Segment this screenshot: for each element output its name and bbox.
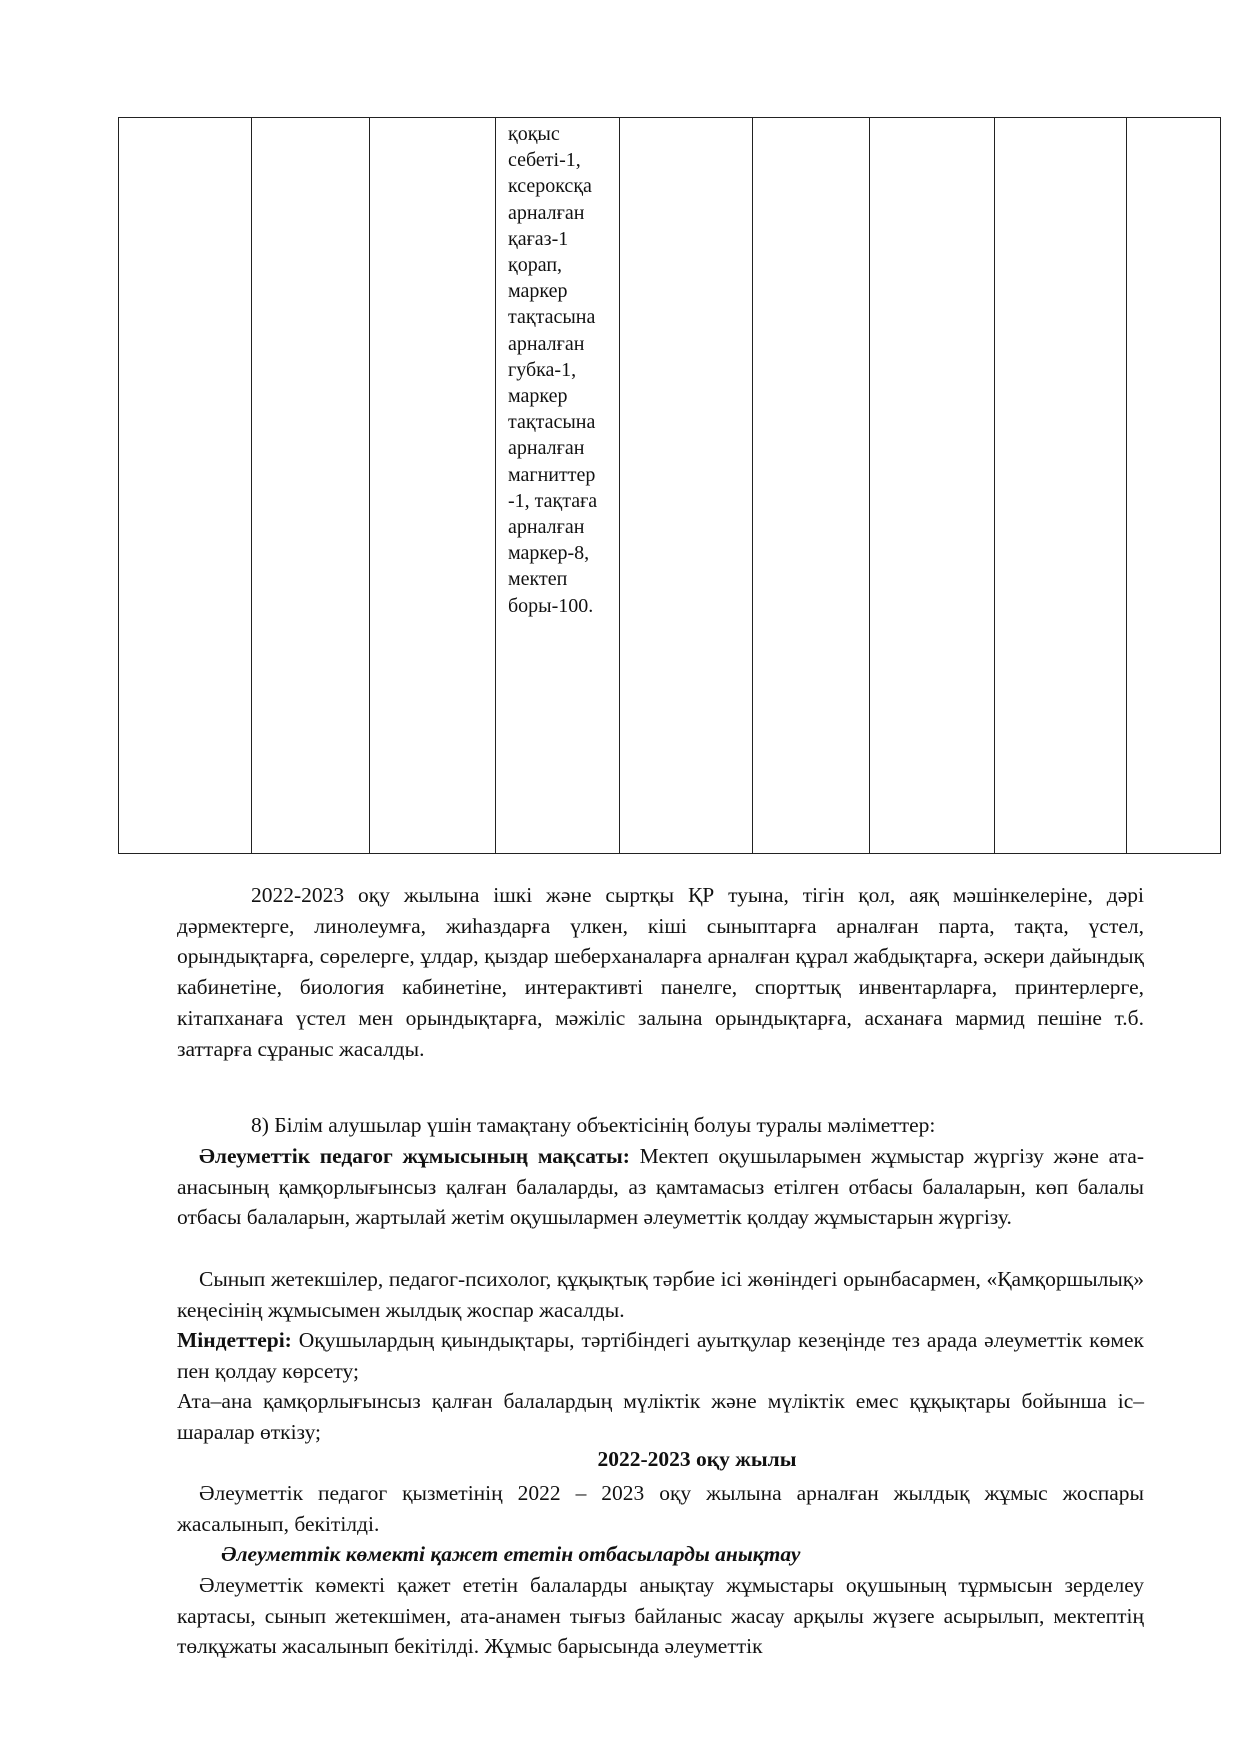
requests-paragraph: 2022-2023 оқу жылына ішкі және сыртқы ҚР туына, тігін қол, аяқ мәшінкелеріне, дәрі дәрмектерге, линолеумға, жиһаздарға үлкен, кіші сыныптарға арналған парта, тақта, үстел, орындықтарға, сөрелерге, ұлдар, қыздар шеберханаларға арналған құрал жабдықтарға, әскери дайындық кабинетіне, биология кабинетіне, интерактивті панелге, спорттық инвентарларға, принтерлерге, кітапханаға үстел мен орындықтарға, мәжіліс залына орындықтарға, асханаға мармид пешіне т.б. заттарға сұраныс жасалды. <box>177 883 1144 1061</box>
goal-text: Мектеп оқушыларымен жұмыстар жүргізу және ата-анасының қамқорлығынсыз қалған балаларды, аз қамтамасыз етілген отбасы балаларын, көп балалы отбасы балаларын, жартылай жетім оқушылармен әлеуметтік қолдау жұмыстарын жүргізу. <box>177 1144 1144 1230</box>
tasks-paragraph <box>177 1325 1144 1386</box>
year-heading: 2022-2023 оқу жылы <box>597 1447 797 1471</box>
table-cell <box>252 118 370 854</box>
families-heading: Әлеуметтік көмекті қажет ететін отбасыларды анықтау <box>221 1542 801 1566</box>
tasks-text: Оқушылардың қиындықтары, тәртібіндегі ауытқулар кезеңінде тез арада әлеуметтік көмек пен қолдау көрсету; <box>177 1328 1144 1383</box>
goal-paragraph <box>177 1141 1144 1233</box>
goal-label: Әлеуметтік педагог жұмысының мақсаты: <box>199 1144 630 1168</box>
table-cell <box>620 118 753 854</box>
table-cell <box>870 118 995 854</box>
table-cell <box>995 118 1127 854</box>
inventory-items-text: қоқыс себеті-1, ксероксқа арналған қағаз-1 қорап, маркер тақтасына арналған губка-1, маркер тақтасына арналған магниттер -1, тақтаға арналған маркер-8, мектеп боры-100. <box>508 123 598 617</box>
inventory-table <box>118 117 1221 854</box>
tasks-label: Міндеттері: <box>177 1328 292 1352</box>
table-row <box>119 118 1221 854</box>
item-8-heading: 8) Білім алушылар үшін тамақтану объектісінің болуы туралы мәліметтер: <box>251 1113 936 1137</box>
table-cell <box>1127 118 1221 854</box>
table-cell <box>370 118 496 854</box>
annual-plan-paragraph: Әлеуметтік педагог қызметінің 2022 – 2023 оқу жылына арналған жылдық жұмыс жоспары жасалынып, бекітілді. <box>177 1481 1144 1536</box>
table-cell <box>496 118 620 854</box>
table-cell <box>119 118 252 854</box>
table-cell <box>753 118 870 854</box>
families-paragraph: Әлеуметтік көмекті қажет ететін балаларды анықтау жұмыстары оқушының тұрмысын зерделеу картасы, сынып жетекшімен, ата-анамен тығыз байланыс жасау арқылы жүзеге асырылып, мектептің төлқұжаты жасалынып бекітілді. Жұмыс барысында әлеуметтік <box>177 1573 1144 1659</box>
rights-paragraph: Ата–ана қамқорлығынсыз қалған балалардың мүліктік және мүліктік емес құқықтары бойынша іс–шаралар өткізу; <box>177 1389 1144 1444</box>
plan-paragraph: Сынып жетекшілер, педагог-психолог, құқықтық тәрбие ісі жөніндегі орынбасармен, «Қамқоршылық» кеңесінің жұмысымен жылдық жоспар жасалды. <box>177 1267 1144 1322</box>
